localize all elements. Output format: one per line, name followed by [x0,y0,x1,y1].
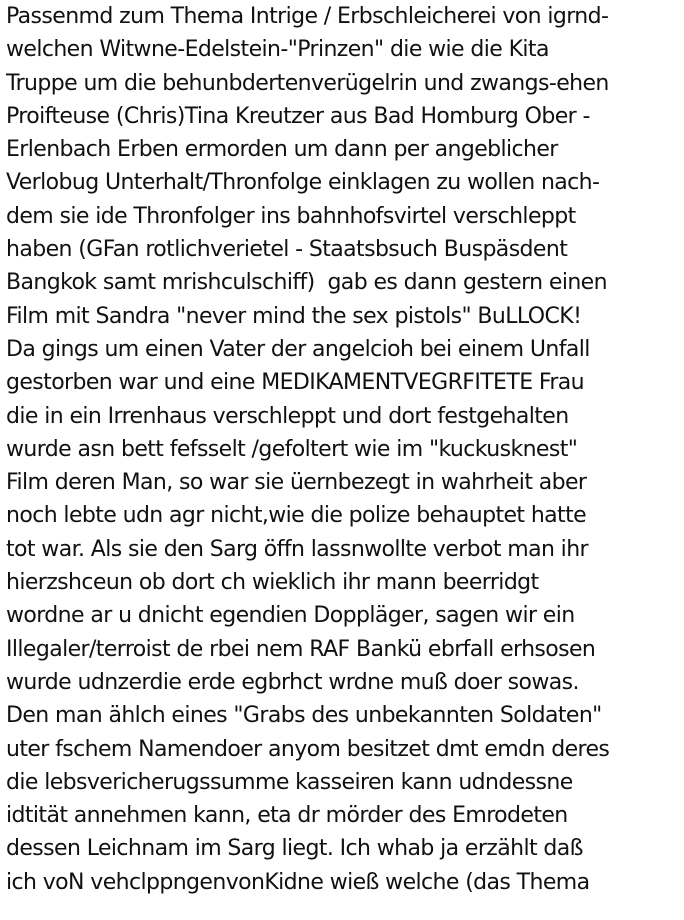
text-line: Bangkok samt mrishculschiff) gab es dann gestern einen [6,270,607,296]
text-line: welchen Witwne-Edelstein-"Prinzen" die wie die Kita [6,37,549,63]
text-line: noch lebte udn agr nicht,wie die polize behauptet hatte [6,503,587,529]
text-line: Passenmd zum Thema Intrige / Erbschleicherei von igrnd- [6,4,609,29]
document-text [6,0,682,899]
text-line: Da gings um einen Vater der angelcioh bei einem Unfall [6,336,590,362]
text-line: ich voN vehclppngenvonKidne wieß welche (das Thema [6,869,590,895]
text-line: Truppe um die behunbdertenverügelrin und zwangs-ehen [6,70,609,96]
text-line: die in ein Irrenhaus verschleppt und dort festgehalten [6,403,569,429]
text-line: Proifteuse (Chris)Tina Kreutzer aus Bad Homburg Ober - [6,103,590,129]
text-line: wordne ar u dnicht egendien Doppläger, sagen wir ein [6,603,575,629]
text-line: Film deren Man, so war sie üernbezegt in wahrheit aber [6,470,587,496]
text-line: wurde asn bett fefsselt /gefoltert wie im "kuckusknest" [6,436,578,462]
text-line: die lebsvericherugssumme kasseiren kann udndessne [6,769,573,795]
text-line: dem sie ide Thronfolger ins bahnhofsvirtel verschleppt [6,203,576,229]
text-line: Film mit Sandra "never mind the sex pistols" BuLLOCK! [6,303,582,329]
text-line: Den man ählch eines "Grabs des unbekannten Soldaten" [6,703,602,729]
text-line: hierzshceun ob dort ch wieklich ihr mann beerridgt [6,570,539,596]
text-line: wurde udnzerdie erde egbrhct wrdne muß doer sowas. [6,669,579,695]
text-line: Verlobug Unterhalt/Thronfolge einklagen zu wollen nach- [6,170,600,196]
text-line: Illegaler/terroist de rbei nem RAF Bankü ebrfall erhsosen [6,636,596,662]
text-line: gestorben war und eine MEDIKAMENTVEGRFITETE Frau [6,370,585,396]
text-line: haben (GFan rotlichverietel - Staatsbsuch Buspäsdent [6,237,568,263]
text-line: Erlenbach Erben ermorden um dann per angeblicher [6,137,558,163]
text-line: dessen Leichnam im Sarg liegt. Ich whab ja erzählt daß [6,836,583,862]
text-line: uter fschem Namendoer anyom besitzet dmt emdn deres [6,736,610,762]
text-line: tot war. Als sie den Sarg öffn lassnwollte verbot man ihr [6,536,588,562]
text-line: idtität annehmen kann, eta dr mörder des Emrodeten [6,803,568,829]
